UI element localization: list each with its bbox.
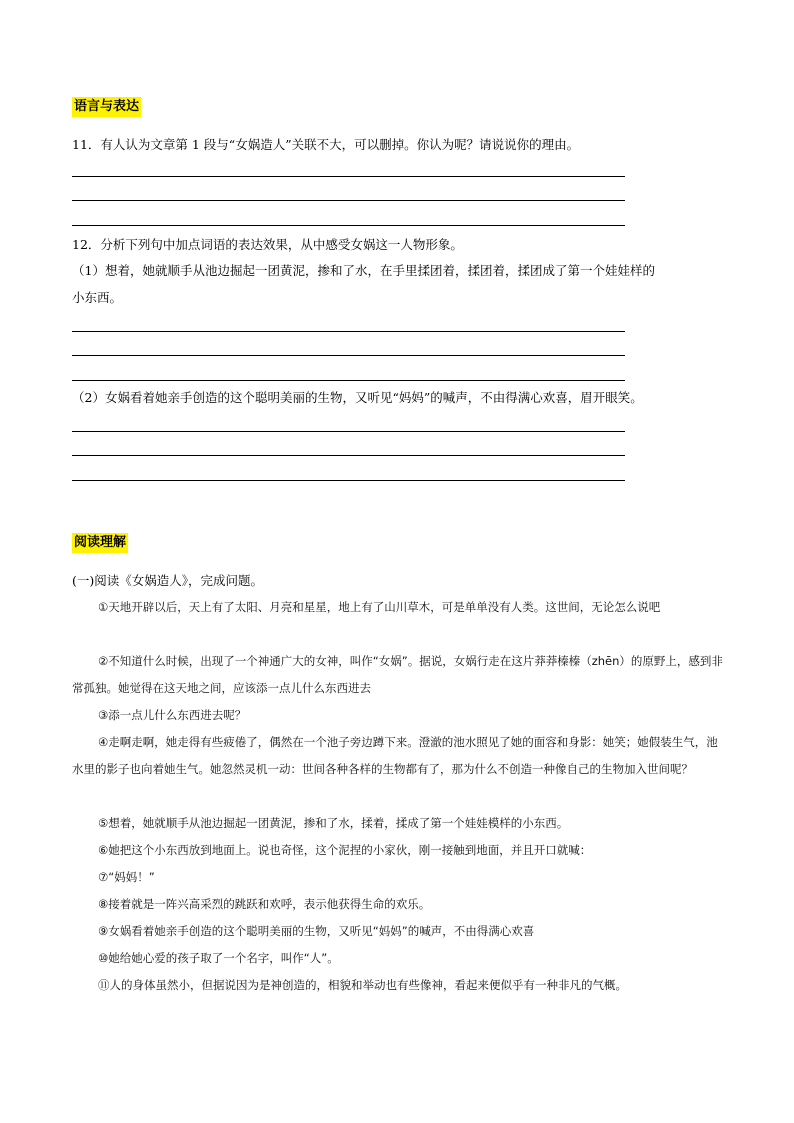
reading-paragraph-2: ②不知道什么时候，出现了一个神通广大的女神，叫作“女娲”。据说，女娲行走在这片莽莽榛榛（zhēn）的原野上，感到非常孤独。她觉得在这天地之间，应该添一点儿什么东西进去 bbox=[72, 654, 723, 695]
question-12: 12．分析下列句中加点词语的表达效果，从中感受女娲这一人物形象。 bbox=[72, 237, 463, 252]
reading-paragraph-1: ①天地开辟以后，天上有了太阳、月亮和星星，地上有了山川草木，可是单单没有人类。这世间，无论怎么说吧 bbox=[98, 600, 661, 614]
answer-line bbox=[72, 380, 625, 381]
answer-line bbox=[72, 480, 625, 481]
answer-line bbox=[72, 225, 625, 226]
reading-paragraph-8: ⑧接着就是一阵兴高采烈的跳跃和欢呼，表示他获得生命的欢乐。 bbox=[98, 897, 431, 911]
answer-line bbox=[72, 455, 625, 456]
answer-line bbox=[72, 176, 625, 177]
reading-paragraph-11: ⑪人的身体虽然小，但据说因为是神创造的，相貌和举动也有些像神，看起来便似乎有一种非凡的气概。 bbox=[98, 978, 627, 992]
answer-line bbox=[72, 431, 625, 432]
question-11: 11．有人认为文章第 1 段与“女娲造人”关联不大，可以删掉。你认为呢？请说说你的理由。 bbox=[72, 137, 580, 152]
reading-paragraph-5: ⑤想着，她就顺手从池边掘起一团黄泥，掺和了水，揉着，揉成了第一个娃娃模样的小东西。 bbox=[98, 816, 569, 830]
reading-intro: (一)阅读《女娲造人》，完成问题。 bbox=[72, 573, 264, 588]
answer-line bbox=[72, 331, 625, 332]
reading-paragraph-9: ⑨女娲看着她亲手创造的这个聪明美丽的生物，又听见“妈妈”的喊声，不由得满心欢喜 bbox=[98, 924, 535, 938]
reading-paragraph-3: ③添一点儿什么东西进去呢？ bbox=[98, 708, 247, 722]
reading-paragraph-7: ⑦“妈妈！” bbox=[98, 870, 155, 884]
section-title-reading: 阅读理解 bbox=[72, 533, 128, 553]
reading-paragraph-10: ⑩她给她心爱的孩子取了一个名字，叫作“人”。 bbox=[98, 951, 339, 965]
section-title-language: 语言与表达 bbox=[72, 97, 141, 117]
answer-line bbox=[72, 355, 625, 356]
question-12-1-line1: （1）想着，她就顺手从池边掘起一团黄泥，掺和了水，在手里揉团着，揉团着，揉团成了第一个娃娃样的 bbox=[72, 263, 655, 278]
reading-paragraph-4: ④走啊走啊，她走得有些疲倦了，偶然在一个池子旁边蹲下来。澄澈的池水照见了她的面容和身影：她笑；她假装生气，池水里的影子也向着她生气。她忽然灵机一动：世间各种各样的生物都有了，那为什么不创造一种像自己的生物加入世间呢？ bbox=[72, 735, 718, 776]
reading-paragraph-6: ⑥她把这个小东西放到地面上。说也奇怪，这个泥捏的小家伙，刚一接触到地面，并且开口就喊： bbox=[98, 843, 592, 857]
question-12-2: （2）女娲看着她亲手创造的这个聪明美丽的生物，又听见“妈妈”的喊声，不由得满心欢喜，眉开眼笑。 bbox=[72, 390, 643, 405]
answer-line bbox=[72, 200, 625, 201]
question-12-1-line2: 小东西。 bbox=[72, 290, 123, 305]
